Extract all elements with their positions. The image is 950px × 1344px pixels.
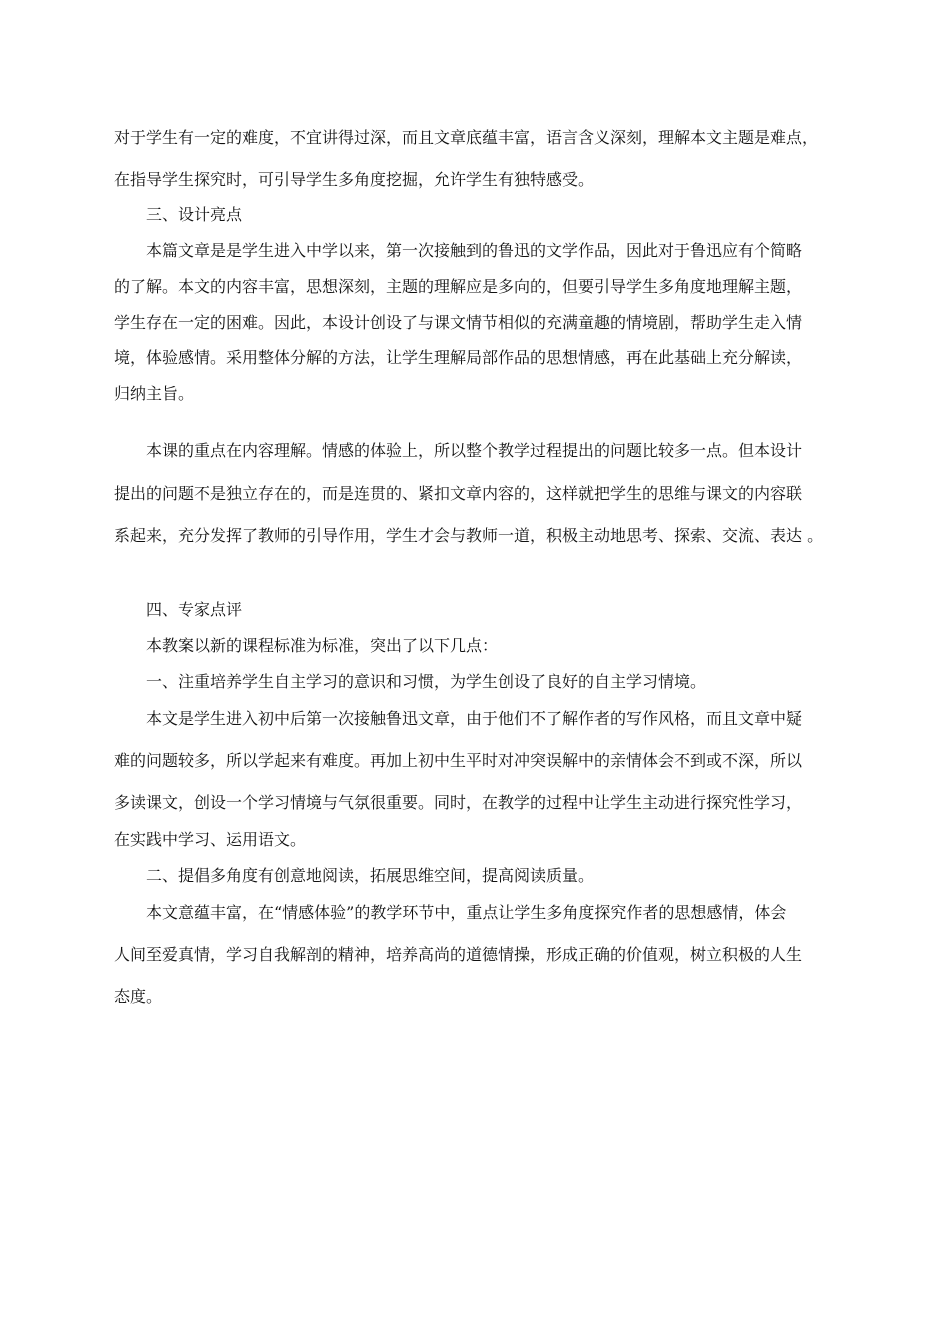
paragraph-line: 本课的重点在内容理解。情感的体验上，所以整个教学过程提出的问题比较多一点。但本设计 bbox=[146, 441, 803, 460]
paragraph-line: 对于学生有一定的难度，不宜讲得过深，而且文章底蕴丰富，语言含义深刻，理解本文主题是难点， bbox=[114, 128, 819, 147]
paragraph-line: 本教案以新的课程标准为标准，突出了以下几点： bbox=[146, 636, 499, 655]
paragraph-line: 学生存在一定的困难。因此，本设计创设了与课文情节相似的充满童趣的情境剧，帮助学生走入情 bbox=[114, 313, 803, 332]
paragraph-line: 难的问题较多，所以学起来有难度。再加上初中生平时对冲突误解中的亲情体会不到或不深，所以 bbox=[114, 751, 803, 770]
paragraph-line: 态度。 bbox=[114, 987, 163, 1006]
paragraph-line: 境，体验感情。采用整体分解的方法，让学生理解局部作品的思想情感，再在此基础上充分解读， bbox=[114, 348, 803, 367]
paragraph-line: 在指导学生探究时，可引导学生多角度挖掘，允许学生有独特感受。 bbox=[114, 170, 595, 189]
paragraph-line: 提出的问题不是独立存在的，而是连贯的、紧扣文章内容的，这样就把学生的思维与课文的内容联 bbox=[114, 484, 803, 503]
paragraph-line: 在实践中学习、运用语文。 bbox=[114, 830, 307, 849]
paragraph-line: 一、注重培养学生自主学习的意识和习惯，为学生创设了良好的自主学习情境。 bbox=[146, 672, 707, 691]
section-heading: 三、设计亮点 bbox=[146, 205, 243, 224]
section-heading: 四、专家点评 bbox=[146, 600, 243, 619]
paragraph-line: 多读课文，创设一个学习情境与气氛很重要。同时，在教学的过程中让学生主动进行探究性学习， bbox=[114, 793, 803, 812]
paragraph-line: 系起来，充分发挥了教师的引导作用，学生才会与教师一道，积极主动地思考、探索、交流、表达 。 bbox=[114, 526, 824, 545]
paragraph-line: 的了解。本文的内容丰富，思想深刻，主题的理解应是多向的，但要引导学生多角度地理解主题， bbox=[114, 277, 803, 296]
paragraph-line: 本篇文章是是学生进入中学以来，第一次接触到的鲁迅的文学作品，因此对于鲁迅应有个简略 bbox=[146, 241, 803, 260]
paragraph-line: 归纳主旨。 bbox=[114, 384, 195, 403]
paragraph-line: 本文是学生进入初中后第一次接触鲁迅文章，由于他们不了解作者的写作风格，而且文章中疑 bbox=[146, 709, 803, 728]
paragraph-line: 二、提倡多角度有创意地阅读，拓展思维空间，提高阅读质量。 bbox=[146, 866, 595, 885]
paragraph-line: 本文意蕴丰富，在“情感体验”的教学环节中，重点让学生多角度探究作者的思想感情，体会 bbox=[146, 903, 787, 922]
paragraph-line: 人间至爱真情，学习自我解剖的精神，培养高尚的道德情操，形成正确的价值观，树立积极的人生 bbox=[114, 945, 803, 964]
